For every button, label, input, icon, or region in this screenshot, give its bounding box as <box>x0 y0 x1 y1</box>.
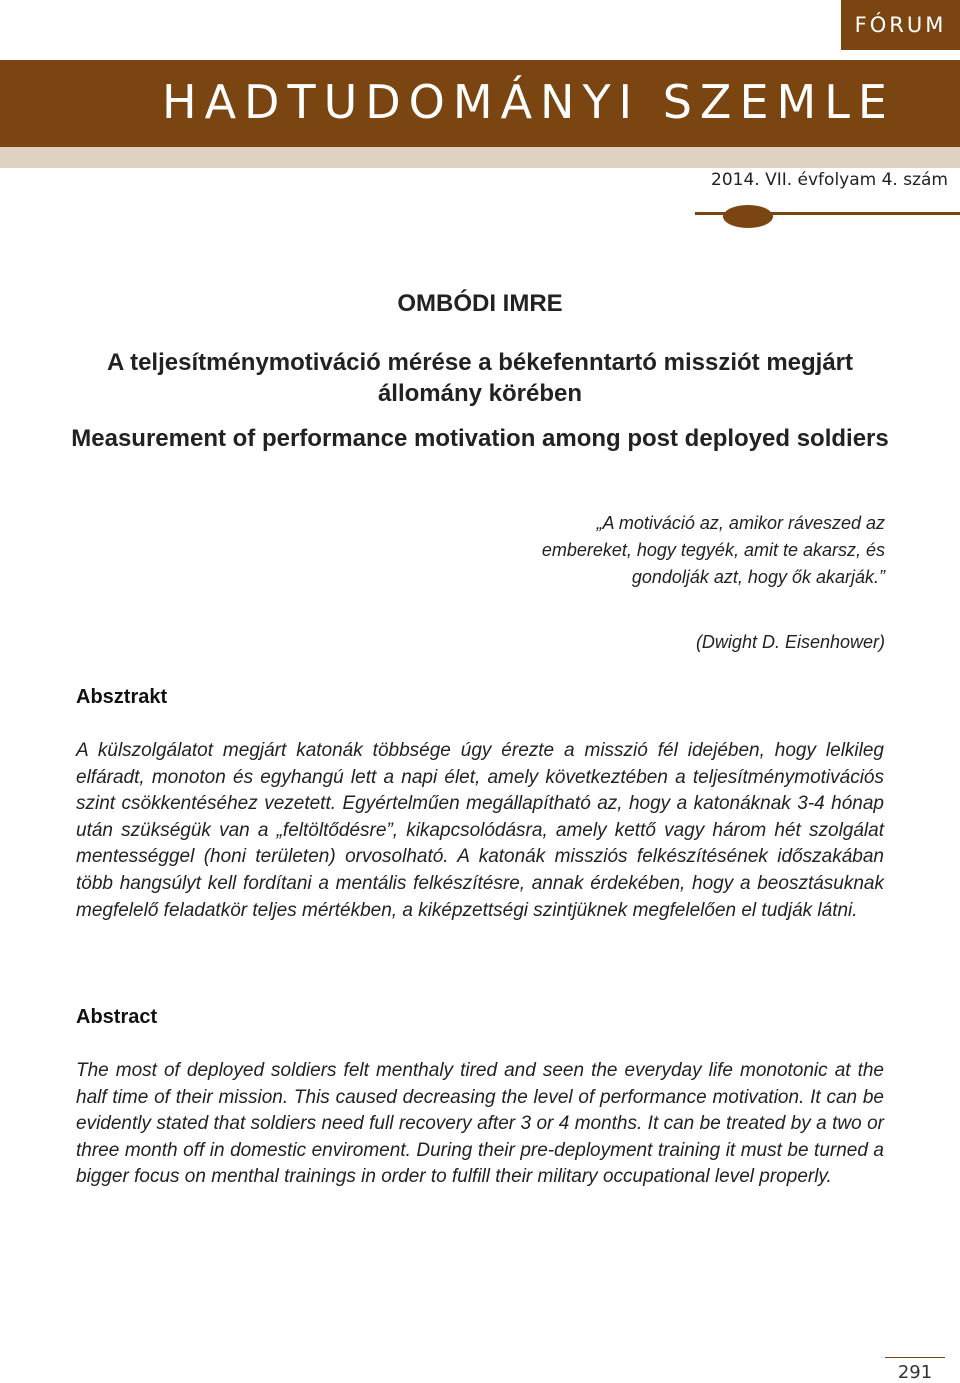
journal-title: HADTUDOMÁNYI SZEMLE <box>162 75 895 129</box>
abstract-hu-text: A külszolgálatot megjárt katonák többsége úgy érezte a misszió fél idejében, hogy lelkileg elfáradt, monoton és egyhangú lett a napi élet, amely következtében a teljesítménymotivációs szint csökkentéséhez vezetett. Egyértelműen megállapítható az, hogy a katonáknak 3-4 hónap után szükségük van a „feltöltődésre”, kikapcsolódásra, amely kettő vagy három hét szolgálat mentességgel (honi területen) orvosolható. A katonák missziós felkészítésének időszakában több hangsúlyt kell fordítani a mentális felkészítésre, annak érdekében, hogy a beosztásuknak megfelelő feladatkör teljes mértékben, a kiképzettségi szintjüknek megfelelően el tudják látni. <box>76 740 884 921</box>
section-label: FÓRUM <box>841 0 960 50</box>
article-title-english: Measurement of performance motivation among post deployed soldiers <box>71 425 889 452</box>
decorative-oval-icon <box>723 205 773 228</box>
footer-rule <box>885 1357 945 1358</box>
article-title-hungarian: A teljesítménymotiváció mérése a békefenntartó missziót megjárt állomány körében <box>106 349 854 407</box>
header-band <box>0 147 960 168</box>
abstract-hu-heading: Absztrakt <box>76 686 168 708</box>
motto-quote: „A motiváció az, amikor ráveszed az embereket, hogy tegyék, amit te akarsz, és gondolják azt, hogy ők akarják.” <box>541 513 885 587</box>
abstract-en-heading: Abstract <box>76 1006 158 1028</box>
abstract-en-text: The most of deployed soldiers felt menthaly tired and seen the everyday life monotonic at the half time of their mission. This caused decreasing the level of performance motivation. It can be evidently stated that soldiers need full recovery after 3 or 4 months. It can be treated by a two or three month off in domestic enviroment. During their pre-deployment training it must be turned a bigger focus on menthal trainings in order to fulfill their military occupational level properly. <box>76 1060 884 1188</box>
issue-info: 2014. VII. évfolyam 4. szám <box>711 170 948 190</box>
article-author: OMBÓDI IMRE <box>397 290 563 317</box>
page-number: 291 <box>897 1362 933 1383</box>
motto-author: (Dwight D. Eisenhower) <box>695 632 885 652</box>
